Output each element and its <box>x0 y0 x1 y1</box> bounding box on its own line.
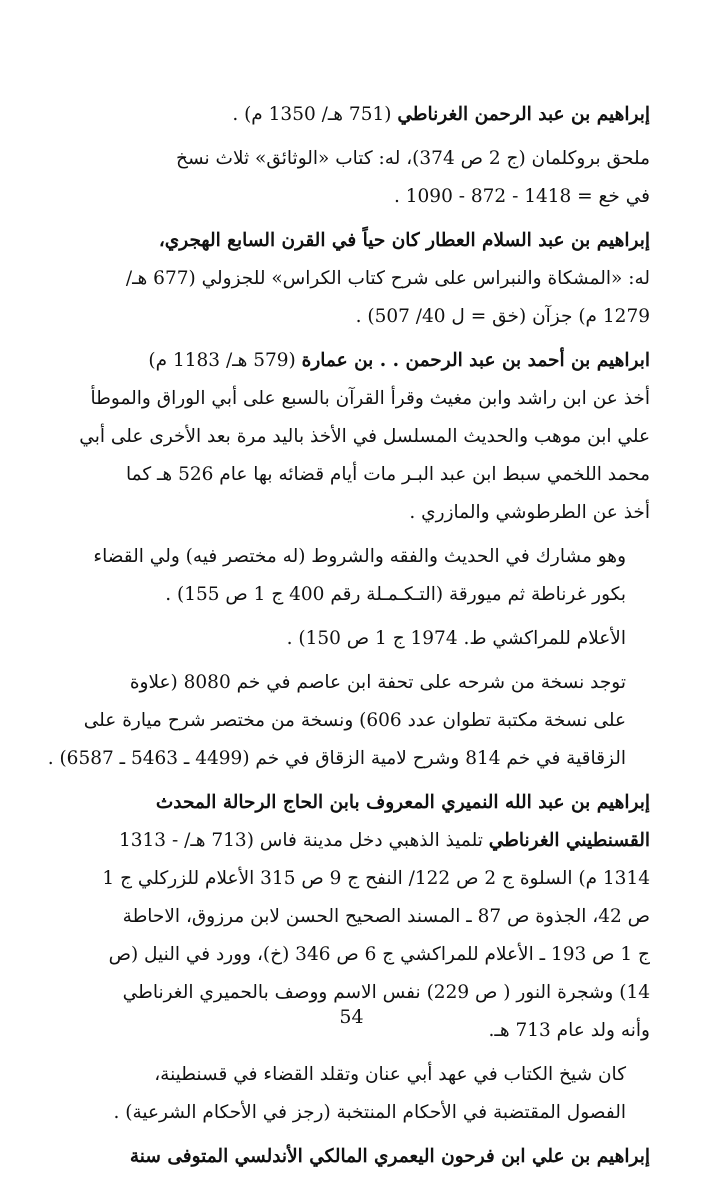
text-line <box>58 222 650 260</box>
entry-heading: إبراهيم بن عبد الرحمن الغرناطي <box>397 104 650 125</box>
biography-entry <box>58 140 650 216</box>
entry-text: الزقاقية في خم 814 وشرح لامية الزقاق في خم (4499 ـ 5463 ـ 6587) . <box>47 748 626 769</box>
text-line <box>58 456 650 494</box>
biography-entry <box>47 664 650 778</box>
entry-text: 1314 م) السلوة ج 2 ص 122/ النفح ج 9 ص 315 الأعلام للزركلي ج 1 <box>102 868 650 889</box>
text-line <box>58 576 650 614</box>
entry-text: على نسخة مكتبة تطوان عدد 606) ونسخة من مختصر شرح ميارة على <box>83 710 626 731</box>
text-line <box>58 380 650 418</box>
text-line <box>47 740 650 778</box>
text-line <box>58 1138 650 1176</box>
biography-entry <box>58 620 650 658</box>
entry-text: وهو مشارك في الحديث والفقه والشروط (له مختصر فيه) ولي القضاء <box>93 546 626 567</box>
text-line <box>58 936 650 974</box>
entry-text: (579 هـ/ 1183 م) <box>148 350 302 371</box>
entry-text: وأنه ولد عام 713 هـ. <box>488 1020 650 1041</box>
entry-text: توجد نسخة من شرحه على تحفة ابن عاصم في خم 8080 (علاوة <box>129 672 626 693</box>
text-line <box>58 298 650 336</box>
text-line <box>58 860 650 898</box>
text-line <box>58 96 650 134</box>
biography-entry <box>58 222 650 336</box>
text-line <box>58 664 650 702</box>
text-line <box>58 260 650 298</box>
text-line <box>58 702 650 740</box>
text-line <box>58 1094 650 1132</box>
text-line <box>58 538 650 576</box>
entry-text: بكور غرناطة ثم ميورقة (التـكـمـلة رقم 400 ج 1 ص 155) . <box>165 584 626 605</box>
text-line <box>58 418 650 456</box>
entry-text: (751 هـ/ 1350 م) . <box>232 104 398 125</box>
entry-heading: إبراهيم بن علي ابن فرحون اليعمري المالكي الأندلسي المتوفى سنة <box>129 1146 650 1167</box>
biography-entry <box>58 96 650 134</box>
entry-text: علي ابن موهب والحديث المسلسل في الأخذ باليد مرة بعد الأخرى على أبي <box>79 426 650 447</box>
entry-text: محمد اللخمي سبط ابن عبد البـر مات أيام قضائه بها عام 526 هـ كما <box>125 464 650 485</box>
entry-text: الفصول المقتضبة في الأحكام المنتخبة (رجز في الأحكام الشرعية) . <box>113 1102 626 1123</box>
entry-heading: إبراهيم بن عبد الله النميري المعروف بابن الحاج الرحالة المحدث <box>155 792 650 813</box>
entry-heading: ابراهيم بن أحمد بن عبد الرحمن . . بن عمارة <box>301 350 650 371</box>
biography-entry <box>58 1056 650 1132</box>
entry-text: ملحق بروكلمان (ج 2 ص 374)، له: كتاب «الوثائق» ثلاث نسخ <box>176 148 650 169</box>
biography-entry <box>58 342 650 532</box>
page-number: 54 <box>339 1006 364 1028</box>
entry-text: الأعلام للمراكشي ط. 1974 ج 1 ص 150) . <box>286 628 626 649</box>
entry-text: أخذ عن الطرطوشي والمازري . <box>409 502 650 523</box>
text-line <box>58 1056 650 1094</box>
entry-text: 1279 م) جزآن (خق = ل 40/ 507) . <box>355 306 650 327</box>
text-line <box>58 822 650 860</box>
entry-text: ص 42، الجذوة ص 87 ـ المسند الصحيح الحسن لابن مرزوق، الاحاطة <box>122 906 650 927</box>
text-line <box>58 342 650 380</box>
text-line <box>58 178 650 216</box>
entry-text: تلميذ الذهبي دخل مدينة فاس (713 هـ/ - 1313 <box>118 830 489 851</box>
text-line <box>58 140 650 178</box>
entry-text: كان شيخ الكتاب في عهد أبي عنان وتقلد القضاء في قسنطينة، <box>154 1064 626 1085</box>
text-line <box>58 898 650 936</box>
text-line <box>58 784 650 822</box>
entry-heading: القسنطيني الغرناطي <box>488 830 650 851</box>
entry-text: له: «المشكاة والنبراس على شرح كتاب الكراس» للجزولي (677 هـ/ <box>125 268 650 289</box>
entry-text: أخذ عن ابن راشد وابن مغيث وقرأ القرآن بالسبع على أبي الوراق والموطأ <box>90 388 650 409</box>
entry-text: في خع = 1418 - 872 - 1090 . <box>394 186 650 207</box>
biography-entry <box>58 1138 650 1176</box>
entry-heading: إبراهيم بن عبد السلام العطار كان حياً في القرن السابع الهجري، <box>158 230 650 251</box>
entry-text: 14) وشجرة النور ( ص 229) نفس الاسم ووصف بالحميري الغرناطي <box>122 982 650 1003</box>
entry-text: ج 1 ص 193 ـ الأعلام للمراكشي ج 6 ص 346 (خ)، وورد في النيل (ص <box>108 944 650 965</box>
biography-entry <box>58 538 650 614</box>
text-line <box>58 494 650 532</box>
text-line <box>58 620 650 658</box>
